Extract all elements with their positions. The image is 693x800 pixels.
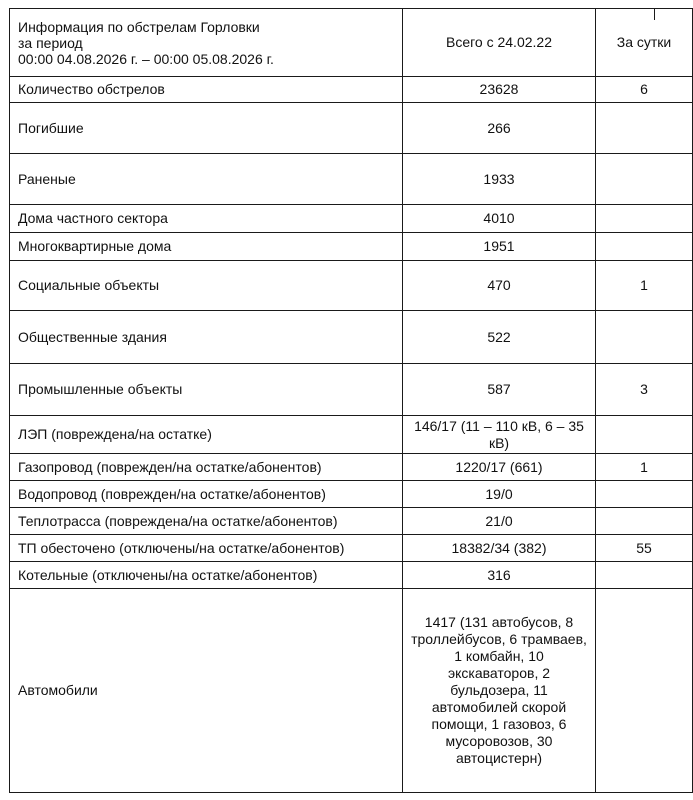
- row-label-text: Автомобили: [18, 682, 98, 698]
- row-label-text: Количество обстрелов: [18, 81, 165, 97]
- row-label: [10, 364, 403, 416]
- row-label-text: ТП обесточено: [18, 539, 116, 556]
- row-total: 587: [403, 364, 596, 416]
- report-title-line-3: 00:00 04.08.2026 г. – 00:00 05.08.2026 г.: [18, 50, 274, 67]
- row-label-text: Промышленные объекты: [18, 381, 183, 397]
- row-total: 316: [403, 562, 596, 589]
- row-total: 470: [403, 261, 596, 311]
- row-day: [596, 508, 693, 535]
- row-label-text: Общественные здания: [18, 328, 167, 345]
- row-day: [596, 589, 693, 793]
- table-row: [10, 233, 693, 261]
- table-row: [10, 311, 693, 364]
- row-label: [10, 77, 403, 103]
- row-label-text: Социальные объекты: [18, 277, 160, 293]
- row-label: [10, 311, 403, 364]
- row-label: [10, 508, 403, 535]
- row-label: [10, 154, 403, 205]
- row-label: [10, 589, 403, 793]
- row-total: 19/0: [403, 481, 596, 508]
- row-label-text: Водопровод: [18, 485, 97, 502]
- row-day: 55: [596, 535, 693, 562]
- row-total: 266: [403, 103, 596, 154]
- row-label-note: (отключены/на остатке/абонентов): [119, 539, 345, 556]
- row-label-text: Котельные: [18, 566, 89, 583]
- row-label: [10, 562, 403, 589]
- table-row: [10, 154, 693, 205]
- table-row: [10, 589, 693, 793]
- row-label-note: (отключены/на остатке/абонентов): [92, 566, 318, 583]
- row-label-text: Дома частного сектора: [18, 210, 168, 226]
- row-total: 23628: [403, 77, 596, 103]
- row-label-note: (повреждена/на остатке): [51, 426, 212, 442]
- row-day: 1: [596, 261, 693, 311]
- row-label: [10, 233, 403, 261]
- row-label: [10, 454, 403, 481]
- row-label-note: (поврежден/на остатке/абонентов): [96, 458, 322, 475]
- row-label-text: Раненые: [18, 170, 76, 187]
- row-day: [596, 205, 693, 233]
- row-total: 21/0: [403, 508, 596, 535]
- row-label: [10, 416, 403, 454]
- row-label-text: ЛЭП: [18, 426, 48, 442]
- row-day: 3: [596, 364, 693, 416]
- row-label: [10, 261, 403, 311]
- table-row: [10, 481, 693, 508]
- row-total: 1220/17 (661): [403, 454, 596, 481]
- row-day: 1: [596, 454, 693, 481]
- row-day: [596, 562, 693, 589]
- table-row: [10, 508, 693, 535]
- row-label-note: (повреждена/на остатке/абонентов): [104, 512, 338, 529]
- row-label-text: Погибшие: [18, 119, 84, 136]
- row-day: [596, 481, 693, 508]
- row-total: 18382/34 (382): [403, 535, 596, 562]
- row-total: 1951: [403, 233, 596, 261]
- row-label: [10, 103, 403, 154]
- table-row: [10, 261, 693, 311]
- table-header-row: [10, 9, 693, 77]
- table-row: [10, 535, 693, 562]
- row-day: [596, 416, 693, 454]
- row-day: [596, 154, 693, 205]
- report-title-line-1: Информация по обстрелам Горловки: [18, 18, 260, 35]
- row-label-text: Теплотрасса: [18, 512, 101, 529]
- table-row: [10, 416, 693, 454]
- row-label: [10, 535, 403, 562]
- row-label-note: (поврежден/на остатке/абонентов): [100, 485, 326, 502]
- row-label-text: Многоквартирные дома: [18, 238, 172, 254]
- row-total: 1417 (131 автобусов, 8 троллейбусов, 6 трамваев, 1 комбайн, 10 экскаваторов, 2 бульдозера, 11 автомобилей скорой помощи, 1 газовоз, 6 мусоровозов, 30 автоцистерн): [403, 589, 596, 793]
- table-row: [10, 205, 693, 233]
- row-label-text: Газопровод: [18, 458, 93, 475]
- row-day: [596, 233, 693, 261]
- row-total: 1933: [403, 154, 596, 205]
- row-label: [10, 481, 403, 508]
- report-title-line-2: за период: [18, 34, 83, 51]
- row-day: [596, 103, 693, 154]
- column-header-total: Всего с 24.02.22: [403, 9, 596, 77]
- row-total: 146/17 (11 – 110 кВ, 6 – 35 кВ): [403, 416, 596, 454]
- row-label: [10, 205, 403, 233]
- table-row: [10, 454, 693, 481]
- table-row: [10, 77, 693, 103]
- row-total: 522: [403, 311, 596, 364]
- row-day: [596, 311, 693, 364]
- table-row: [10, 364, 693, 416]
- row-total: 4010: [403, 205, 596, 233]
- column-header-day: За сутки: [596, 9, 693, 77]
- table-row: [10, 562, 693, 589]
- row-day: 6: [596, 77, 693, 103]
- table-row: [10, 103, 693, 154]
- shelling-report-table: [9, 8, 693, 793]
- report-title-cell: [10, 9, 403, 77]
